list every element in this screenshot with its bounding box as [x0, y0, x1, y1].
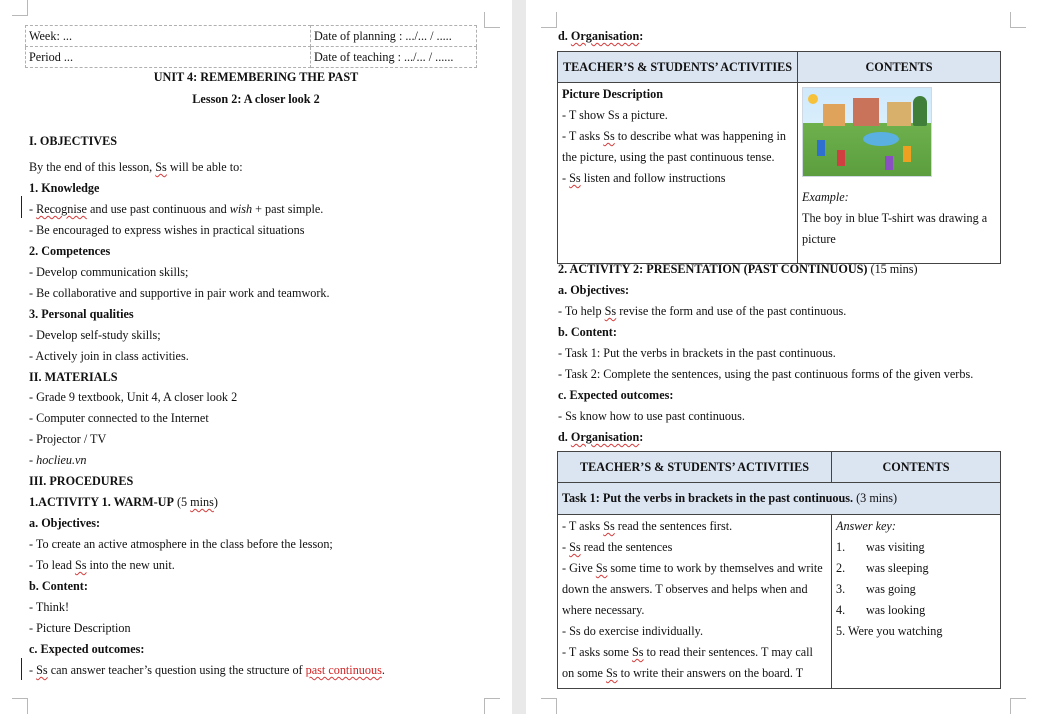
- content-subheading: b. Content:: [29, 579, 88, 593]
- answer-item: 5. Were you watching: [836, 624, 943, 638]
- house-icon: [887, 102, 911, 126]
- qualities-heading: 3. Personal qualities: [29, 307, 134, 321]
- activities-cell: [558, 515, 832, 689]
- person-icon: [903, 146, 911, 162]
- page-corner-mark: [541, 12, 557, 28]
- content-item: - Task 1: Put the verbs in brackets in the past continuous.: [558, 346, 836, 360]
- answer-key-cell: [832, 515, 1001, 689]
- activity-step: - Ss read the sentences: [562, 540, 673, 554]
- knowledge-item: - Recognise and use past continuous and wish + past simple.: [29, 202, 324, 216]
- page-corner-mark: [484, 12, 500, 28]
- activity-step: - T asks Ss read the sentences first.: [562, 519, 733, 533]
- content-item: - Task 2: Complete the sentences, using the past continuous forms of the given verbs.: [558, 367, 974, 381]
- lesson-title: Lesson 2: A closer look 2: [192, 92, 320, 106]
- materials-item: - Projector / TV: [29, 432, 107, 446]
- unit-title: UNIT 4: REMEMBERING THE PAST: [153, 70, 359, 84]
- materials-heading: II. MATERIALS: [29, 370, 118, 384]
- knowledge-item: - Be encouraged to express wishes in practical situations: [29, 223, 305, 237]
- tree-icon: [913, 96, 927, 126]
- competences-item: - Develop communication skills;: [29, 265, 189, 279]
- task1-row: Task 1: Put the verbs in brackets in the past continuous. (3 mins): [558, 483, 1001, 515]
- contents-cell: [798, 83, 1001, 264]
- page-corner-mark: [541, 698, 557, 714]
- table-header-activities: TEACHER’S & STUDENTS’ ACTIVITIES: [558, 452, 832, 483]
- competences-item: - Be collaborative and supportive in pair work and teamwork.: [29, 286, 330, 300]
- park-scene-picture: [802, 87, 932, 177]
- activity-step: - T show Ss a picture.: [562, 108, 668, 122]
- change-bar: [21, 658, 22, 680]
- objective-item: - To help Ss revise the form and use of the past continuous.: [558, 304, 847, 318]
- content-item: - Picture Description: [29, 621, 131, 635]
- qualities-item: - Develop self-study skills;: [29, 328, 161, 342]
- activity-step: - Give Ss some time to work by themselves and write: [562, 561, 823, 575]
- objective-item: - To create an active atmosphere in the class before the lesson;: [29, 537, 333, 551]
- answer-item: 3. was going: [836, 582, 916, 596]
- past-continuous-link[interactable]: past continuous: [305, 663, 382, 677]
- page-corner-mark: [484, 698, 500, 714]
- competences-heading: 2. Competences: [29, 244, 111, 258]
- materials-item: - Computer connected to the Internet: [29, 411, 209, 425]
- lesson-info-table: [25, 25, 477, 68]
- page-corner-mark: [12, 698, 28, 714]
- answer-item: 1. was visiting: [836, 540, 925, 554]
- date-planning-cell: Date of planning : .../... / .....: [311, 26, 477, 47]
- activity-step: where necessary.: [562, 603, 645, 617]
- objectives-subheading: a. Objectives:: [558, 283, 630, 297]
- right-page: [526, 0, 1037, 714]
- page-corner-mark: [12, 0, 28, 16]
- answer-key-label: Answer key:: [836, 519, 896, 533]
- table-header-activities: TEACHER’S & STUDENTS’ ACTIVITIES: [558, 52, 798, 83]
- answer-item: 2. was sleeping: [836, 561, 929, 575]
- person-icon: [885, 156, 893, 170]
- qualities-item: - Actively join in class activities.: [29, 349, 189, 363]
- content-subheading: b. Content:: [558, 325, 617, 339]
- outcome-item: - Ss can answer teacher’s question using the structure of past continuous.: [29, 663, 385, 677]
- person-icon: [817, 140, 825, 156]
- page-corner-mark: [1010, 698, 1026, 714]
- left-page: [0, 0, 512, 714]
- objectives-subheading: a. Objectives:: [29, 516, 101, 530]
- objectives-heading: I. OBJECTIVES: [29, 134, 118, 148]
- page-corner-mark: [1010, 12, 1026, 28]
- example-text: picture: [802, 232, 836, 246]
- answer-item: 4. was looking: [836, 603, 926, 617]
- example-text: The boy in blue T-shirt was drawing a: [802, 211, 988, 225]
- organisation-table-2: [557, 451, 1001, 689]
- knowledge-heading: 1. Knowledge: [29, 181, 100, 195]
- person-icon: [837, 150, 845, 166]
- outcome-item: - Ss know how to use past continuous.: [558, 409, 745, 423]
- change-bar: [21, 196, 22, 218]
- organisation-table-1: [557, 51, 1001, 264]
- organisation-heading: d. Organisation:: [558, 430, 644, 444]
- activity-step: the picture, using the past continuous tense.: [562, 150, 775, 164]
- period-cell: Period ...: [26, 47, 311, 68]
- activity2-heading: 2. ACTIVITY 2: PRESENTATION (PAST CONTINUOUS) (15 mins): [558, 262, 918, 276]
- organisation-heading: d. Organisation:: [558, 29, 644, 43]
- activity-step: - Ss do exercise individually.: [562, 624, 704, 638]
- house-icon: [853, 98, 879, 126]
- picture-description-heading: Picture Description: [562, 87, 663, 101]
- activity-step: down the answers. T observes and helps when and: [562, 582, 808, 596]
- activity-step: - Ss listen and follow instructions: [562, 171, 726, 185]
- activity-step: - T asks Ss to describe what was happening in: [562, 129, 786, 143]
- house-icon: [823, 104, 845, 126]
- date-teaching-cell: Date of teaching : .../... / ......: [311, 47, 477, 68]
- week-cell: Week: ...: [26, 26, 311, 47]
- sun-icon: [808, 94, 818, 104]
- outcomes-subheading: c. Expected outcomes:: [29, 642, 145, 656]
- outcomes-subheading: c. Expected outcomes:: [558, 388, 674, 402]
- table-header-contents: CONTENTS: [798, 52, 1001, 83]
- objectives-intro: By the end of this lesson, Ss will be able to:: [29, 160, 243, 174]
- activity-step: on some Ss to write their answers on the board. T: [562, 666, 804, 680]
- table-header-contents: CONTENTS: [832, 452, 1001, 483]
- activity-step: - T asks some Ss to read their sentences. T may call: [562, 645, 813, 659]
- example-label: Example:: [802, 190, 849, 204]
- content-item: - Think!: [29, 600, 70, 614]
- activities-cell: [558, 83, 798, 264]
- activity1-heading: 1.ACTIVITY 1. WARM-UP (5 mins): [29, 495, 218, 509]
- objective-item: - To lead Ss into the new unit.: [29, 558, 175, 572]
- materials-item: - Grade 9 textbook, Unit 4, A closer look 2: [29, 390, 238, 404]
- procedures-heading: III. PROCEDURES: [29, 474, 134, 488]
- pond-icon: [863, 132, 899, 146]
- materials-item: - hoclieu.vn: [29, 453, 87, 467]
